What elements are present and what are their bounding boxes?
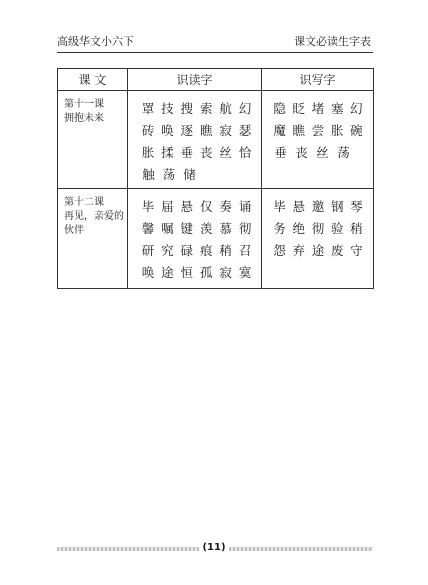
char-line xyxy=(140,97,253,119)
character: 索 xyxy=(199,101,213,116)
char-line xyxy=(140,119,253,141)
write-chars-cell xyxy=(262,91,374,189)
character: 瞧 xyxy=(292,123,306,138)
character: 痕 xyxy=(199,243,213,258)
character: 孤 xyxy=(199,265,213,280)
char-line xyxy=(272,239,364,261)
lesson-name-line: 第十二课 xyxy=(64,197,104,208)
character: 验 xyxy=(330,221,344,236)
char-line xyxy=(272,195,364,217)
character: 垂 xyxy=(180,145,194,160)
character: 寂 xyxy=(219,123,232,138)
character: 罩 xyxy=(141,101,155,116)
character: 琴 xyxy=(350,199,363,214)
write-chars-cell xyxy=(262,189,374,289)
lesson-name-line: 第十一课 xyxy=(64,99,104,110)
lesson-name-line: 伙伴 xyxy=(64,225,84,236)
header-read-chars: 识读字 xyxy=(128,69,262,91)
character: 幻 xyxy=(238,101,252,116)
character: 毕 xyxy=(273,199,286,214)
char-line xyxy=(140,217,253,239)
character: 尝 xyxy=(311,123,325,138)
character: 碌 xyxy=(180,243,194,258)
character: 奏 xyxy=(219,199,232,214)
character: 仅 xyxy=(199,199,213,214)
character: 砖 xyxy=(141,123,155,138)
character: 胀 xyxy=(330,123,344,138)
lesson-name-line: 拥抱未来 xyxy=(64,113,104,124)
character: 键 xyxy=(180,221,194,236)
character: 碗 xyxy=(350,123,363,138)
character: 唤 xyxy=(141,265,155,280)
character-table xyxy=(57,68,374,289)
character: 悬 xyxy=(292,199,306,214)
character: 揉 xyxy=(161,145,174,160)
character: 馨 xyxy=(141,221,155,236)
page-number: (11) xyxy=(199,541,229,555)
lesson-name xyxy=(58,189,127,238)
read-chars-cell xyxy=(128,91,262,189)
character: 荡 xyxy=(337,145,350,160)
table-row xyxy=(58,91,374,189)
character: 召 xyxy=(238,243,252,258)
character: 诵 xyxy=(238,199,252,214)
char-line xyxy=(140,239,253,261)
character: 究 xyxy=(161,243,174,258)
character: 慕 xyxy=(219,221,232,236)
section-title: 课文必读生字表 xyxy=(294,35,371,48)
character: 胀 xyxy=(141,145,155,160)
character: 恰 xyxy=(238,145,252,160)
character: 途 xyxy=(161,265,174,280)
character: 研 xyxy=(141,243,155,258)
char-line xyxy=(140,261,253,283)
character: 幻 xyxy=(350,101,363,116)
character: 稍 xyxy=(219,243,232,258)
character: 搜 xyxy=(180,101,194,116)
header-write-chars: 识写字 xyxy=(262,69,374,91)
character: 彻 xyxy=(311,221,325,236)
table-header-row xyxy=(58,69,374,91)
character: 丝 xyxy=(316,145,329,160)
char-line xyxy=(272,141,364,163)
character: 唤 xyxy=(161,123,174,138)
character: 航 xyxy=(219,101,232,116)
character: 邀 xyxy=(311,199,325,214)
character: 稍 xyxy=(350,221,363,236)
character: 寂 xyxy=(219,265,232,280)
character: 寞 xyxy=(238,265,252,280)
character: 瞧 xyxy=(199,123,213,138)
char-line xyxy=(140,195,253,217)
character: 废 xyxy=(330,243,344,258)
table-row xyxy=(58,189,374,289)
character: 堵 xyxy=(311,101,325,116)
character: 途 xyxy=(311,243,325,258)
character: 弃 xyxy=(292,243,306,258)
lesson-name xyxy=(58,91,127,126)
character: 瑟 xyxy=(238,123,252,138)
character: 守 xyxy=(350,243,363,258)
character: 悬 xyxy=(180,199,194,214)
character: 魔 xyxy=(273,123,286,138)
character: 丧 xyxy=(199,145,213,160)
lesson-cell xyxy=(58,91,128,189)
character: 荡 xyxy=(162,167,176,182)
character: 储 xyxy=(183,167,196,182)
character: 毕 xyxy=(141,199,155,214)
character: 届 xyxy=(161,199,174,214)
character: 眨 xyxy=(292,101,306,116)
character: 触 xyxy=(142,167,155,182)
character: 钢 xyxy=(330,199,344,214)
character: 垂 xyxy=(274,145,287,160)
header-lesson: 课 文 xyxy=(58,69,128,91)
character: 隐 xyxy=(273,101,286,116)
character: 塞 xyxy=(330,101,344,116)
book-title: 高级华文小六下 xyxy=(57,35,134,48)
read-chars-cell xyxy=(128,189,262,289)
char-line xyxy=(140,163,253,185)
char-line xyxy=(272,119,364,141)
char-line xyxy=(140,141,253,163)
character: 嘱 xyxy=(161,221,174,236)
char-line xyxy=(272,97,364,119)
character: 技 xyxy=(161,101,174,116)
lesson-name-line: 再见，亲爱的 xyxy=(64,211,124,222)
character: 务 xyxy=(273,221,286,236)
char-line xyxy=(272,217,364,239)
character: 恒 xyxy=(180,265,194,280)
character: 逐 xyxy=(180,123,194,138)
character: 丧 xyxy=(295,145,308,160)
character: 彻 xyxy=(238,221,252,236)
character: 丝 xyxy=(219,145,232,160)
lesson-cell xyxy=(58,189,128,289)
character: 怨 xyxy=(273,243,286,258)
header-divider xyxy=(57,52,373,53)
character: 羡 xyxy=(199,221,213,236)
character: 绝 xyxy=(292,221,306,236)
